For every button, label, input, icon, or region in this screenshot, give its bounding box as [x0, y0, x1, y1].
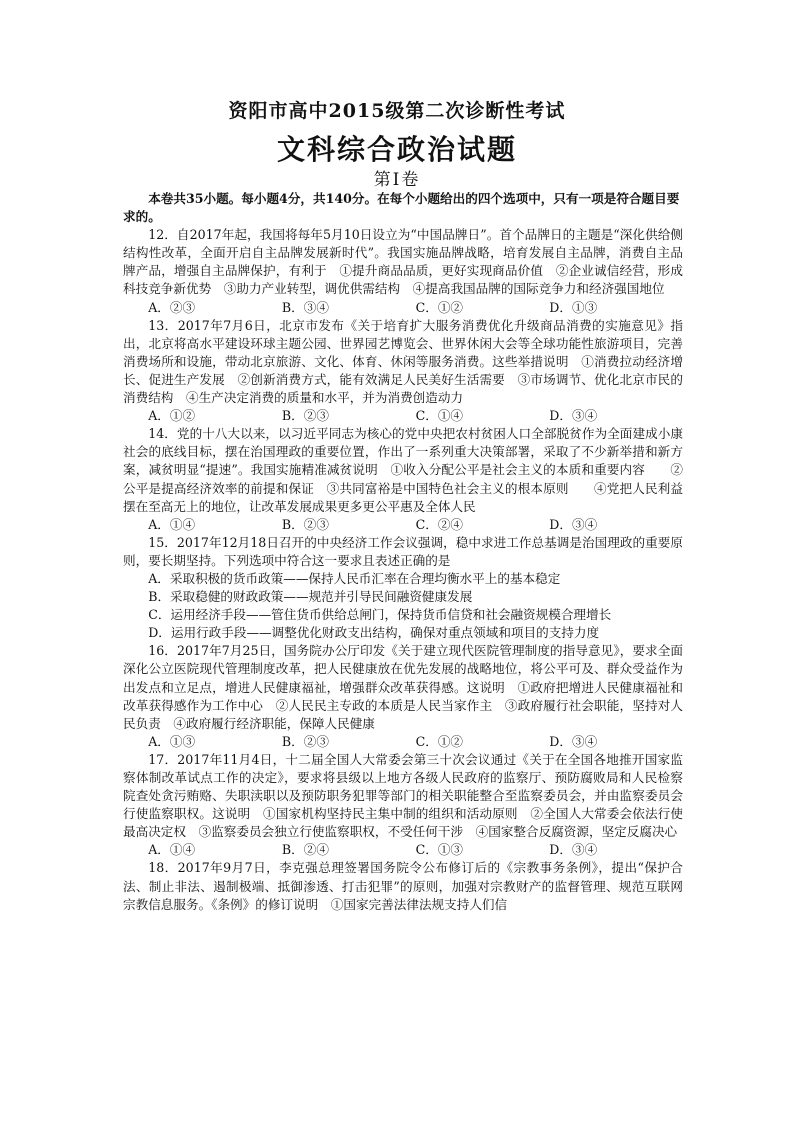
exam-header: 资阳市高中2015级第二次诊断性考试 [228, 100, 566, 122]
question-stem: 13．2017年7月6日，北京市发布《关于培育扩大服务消费优化升级商品消费的实施意见》指出，北京将高水平建设环球主题公园、世界园艺博览会、世界休闲大会等全球功能性旅游项目，完善消费场所和设施，带动北京旅游、文化、体育、休闲等服务消费。这些举措说明 ①消费拉动经济增长、促进生产发展 ②创新消费方式，能有效满足人民美好生活需要 ③市场调节、优化北京市民的消费结构 ④生产决定消费的质量和水平，并为消费创造动力 [123, 317, 683, 406]
question-17 [123, 751, 683, 860]
exam-title: 文科综合政治试题 [276, 133, 517, 166]
option-b: B．采取稳健的财政政策——规范并引导民间融资健康发展 [148, 589, 473, 605]
section-title: 第Ⅰ卷 [373, 170, 421, 190]
option-d: D．③④ [549, 842, 598, 858]
option-b: B．②③ [281, 408, 329, 424]
question-13 [123, 317, 683, 426]
option-d: D．③④ [549, 408, 598, 424]
answer-options [123, 841, 683, 859]
option-c: C．运用经济手段——管住货币供给总闸门，保持货币信贷和社会融资规模合理增长 [148, 607, 612, 623]
question-stem: 14．党的十八大以来，以习近平同志为核心的党中央把农村贫困人口全部脱贫作为全面建成小康社会的底线目标，摆在治国理政的重要位置，作出了一系列重大决策部署，采取了不少新举措和新方案，减贫明显“提速”。我国实施精准减贫说明 ①收入分配公平是社会主义的本质和重要内容 ②公平是提高经济效率的前提和保证 ③共同富裕是中国特色社会主义的根本原则 ④党把人民利益摆在至高无上的地位，让改革发展成果更多更公平惠及全体人民 [123, 426, 683, 514]
answer-options [123, 299, 683, 317]
question-16 [123, 642, 683, 751]
option-c: C．①② [415, 733, 464, 749]
answer-options [123, 516, 683, 534]
answer-options [123, 407, 683, 425]
option-a: A．采取积极的货币政策——保持人民币汇率在合理均衡水平上的基本稳定 [148, 570, 561, 586]
question-12 [123, 226, 683, 316]
exam-body [123, 190, 683, 914]
question-stem: 17．2017年11月4日，十二届全国人大常委会第三十次会议通过《关于在全国各地推开国家监察体制改革试点工作的决定》，要求将县级以上地方各级人民政府的监察厅、预防腐败局和人民检察院查处贪污贿赂、失职渎职以及预防职务犯罪等部门的相关职能整合至监察委员会，并由监察委员会行使监察职权。这说明 ①国家机构坚持民主集中制的组织和活动原则 ②全国人大常委会依法行使最高决定权 ③监察委员会独立行使监察职权，不受任何干涉 ④国家整合反腐资源，坚定反腐决心 [123, 751, 683, 840]
option-d: D．①③ [549, 299, 598, 315]
question-15 [123, 534, 683, 643]
question-stem: 18．2017年9月7日，李克强总理签署国务院令公布修订后的《宗教事务条例》，提出“保护合法、制止非法、遏制极端、抵御渗透、打击犯罪”的原则，加强对宗教财产的监督管理、规范互联网宗教信息服务。《条例》的修订说明 ①国家完善法律法规支持人们信 [123, 860, 683, 912]
option-c: C．①④ [415, 408, 464, 424]
option-a: A．①④ [148, 516, 196, 532]
question-18 [123, 859, 683, 913]
answer-options [123, 733, 683, 751]
option-a: A．①② [148, 408, 196, 424]
option-d: D．③④ [549, 733, 598, 749]
question-stem: 12．自2017年起，我国将每年5月10日设立为“中国品牌日”。首个品牌日的主题是“深化供给侧结构性改革，全面开启自主品牌发展新时代”。我国实施品牌战略，培育发展自主品牌，消费自主品牌产品，增强自主品牌保护，有利于 ①提升商品品质，更好实现商品价值 ②企业诚信经营，形成科技竞争新优势 ③助力产业转型，调优供需结构 ④提高我国品牌的国际竞争力和经济强国地位 [123, 227, 683, 297]
question-stem: 16．2017年7月25日，国务院办公厅印发《关于建立现代医院管理制度的指导意见》，要求全面深化公立医院现代管理制度改革，把人民健康放在优先发展的战略地位，将公平可及、群众受益作为出发点和立足点，增进人民健康福祉，增强群众改革获得感。这说明 ①政府把增进人民健康福祉和改革获得感作为工作中心 ②人民民主专政的本质是人民当家作主 ③政府履行社会职能，坚持对人民负责 ④政府履行经济职能，保障人民健康 [123, 643, 683, 731]
option-b: B．②③ [281, 733, 329, 749]
option-b: B．③④ [281, 299, 329, 315]
question-14 [123, 425, 683, 534]
option-a: A．①④ [148, 842, 196, 858]
option-b: B．②④ [281, 842, 329, 858]
option-c: C．①③ [415, 842, 464, 858]
option-d: D．运用行政手段——调整优化财政支出结构，确保对重点领域和项目的支持力度 [148, 625, 600, 641]
option-c: C．①② [415, 299, 464, 315]
option-a: A．①③ [148, 733, 196, 749]
option-a: A．②③ [148, 299, 196, 315]
option-b: B．②③ [281, 516, 329, 532]
question-stem: 15．2017年12月18日召开的中央经济工作会议强调，稳中求进工作总基调是治国理政的重要原则，要长期坚持。下列选项中符合这一要求且表述正确的是 [123, 534, 683, 568]
option-c: C．②④ [415, 516, 464, 532]
instructions: 本卷共35小题。每小题4分，共140分。在每个小题给出的四个选项中，只有一项是符合题目要求的。 [123, 191, 680, 225]
option-d: D．③④ [549, 516, 598, 532]
